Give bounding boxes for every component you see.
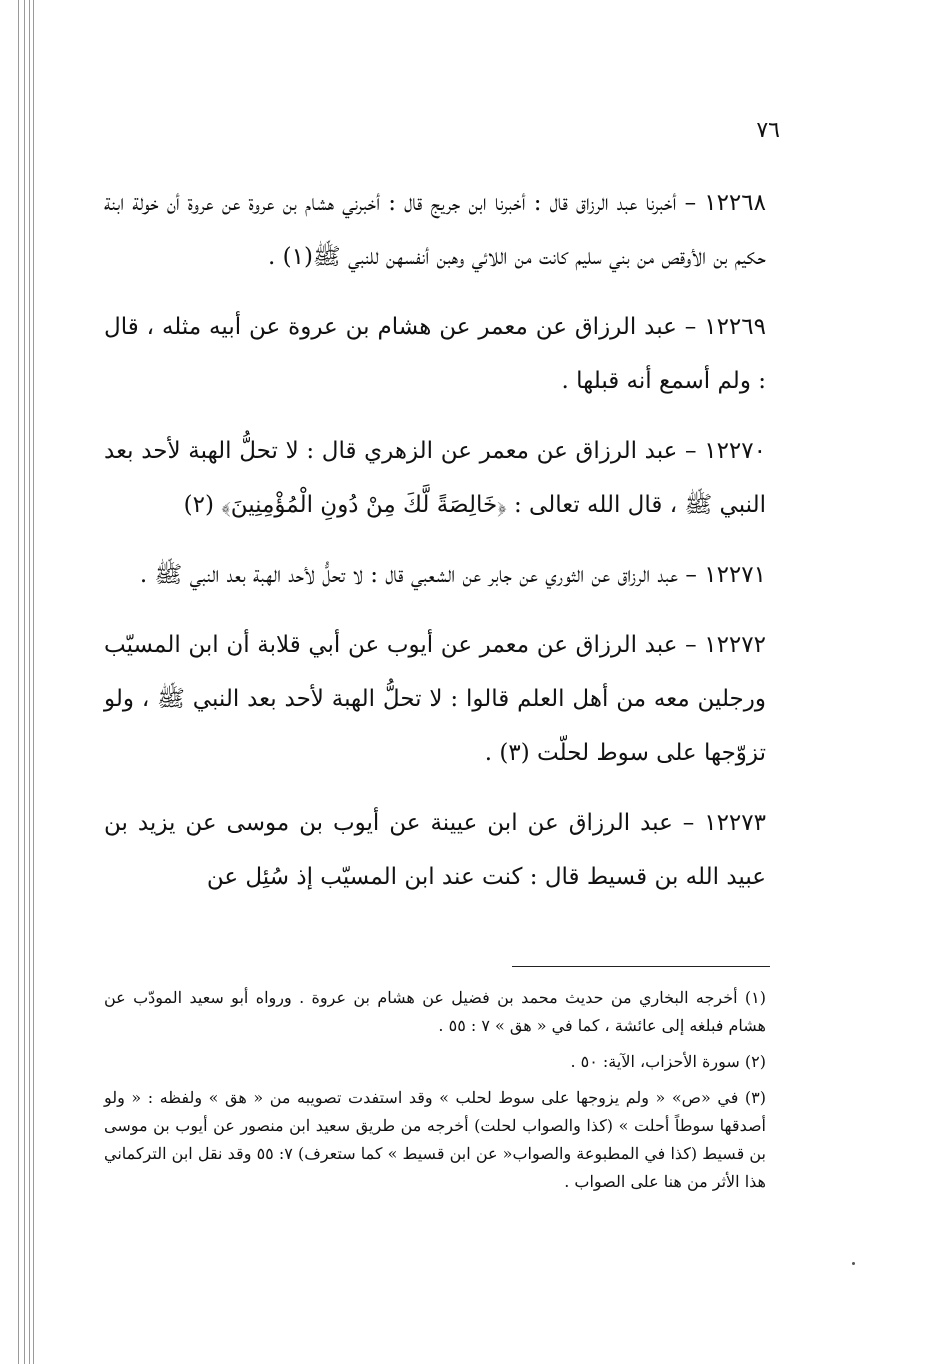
binding-line: [33, 0, 34, 1364]
footnotes: [104, 984, 766, 1204]
hadith-12272: ١٢٢٧٢ – عبد الرزاق عن معمر عن أيوب عن أبي قلابة أن ابن المسيّب ورجلين معه من أهل العلم قالوا : لا تحلُّ الهبة لأحد بعد النبي ﷺ ، ولو تزوّجها على سوط لحلّت (٣) .: [104, 632, 766, 766]
binding-line: [29, 0, 30, 1364]
page-number: ٧٦: [756, 118, 780, 143]
page-mark: [852, 1262, 855, 1265]
footnote-2: (٢) سورة الأحزاب، الآية: ٥٠ .: [570, 1052, 766, 1071]
hadith-12269: ١٢٢٦٩ – عبد الرزاق عن معمر عن هشام بن عروة عن أبيه مثله ، قال : ولم أسمع أنه قبلها .: [104, 314, 766, 394]
hadith-12271: ١٢٢٧١ – عبد الرزاق عن الثوري عن جابر عن الشعبي قال : لا تحلُّ لأحد الهبة بعد النبي ﷺ .: [139, 562, 766, 588]
main-text: [104, 176, 766, 920]
hadith-12270: ١٢٢٧٠ – عبد الرزاق عن معمر عن الزهري قال : لا تحلُّ الهبة لأحد بعد النبي ﷺ ، قال الله تعالى : ﴿خَالِصَةً لَّكَ مِنْ دُونِ الْمُؤْمِنِينَ﴾ (٢): [104, 438, 766, 518]
hadith-12273: ١٢٢٧٣ – عبد الرزاق عن ابن عيينة عن أيوب بن موسى عن يزيد بن عبيد الله بن قسيط قال : كنت عند ابن المسيّب إذ سُئِل عن: [104, 810, 766, 890]
footnote-3: (٣) في «ص» « ولم يزوجها على سوط لحلب » وقد استفدت تصويبه من « هق » ولفظه : « ولو أصدقها سوطاً أحلت » (كذا والصواب لحلت) أخرجه من طريق سعيد ابن منصور عن أيوب بن موسى بن قسيط (كذا في المطبوعة والصواب« عن ابن قسيط » كما ستعرف) ٧: ٥٥ وقد نقل ابن التركماني هذا الأثر من هنا على الصواب .: [104, 1088, 766, 1191]
footnote-separator: [512, 966, 770, 967]
binding-line: [24, 0, 25, 1364]
hadith-12268: ١٢٢٦٨ – أخبرنا عبد الرزاق قال : أخبرنا ابن جريج قال : أخبرني هشام بن عروة عن عروة أن خولة ابنة حكيم بن الأوقص من بني سليم كانت من اللائي وهبن أنفسهن للنبي ﷺ(١) .: [104, 190, 766, 270]
footnote-1: (١) أخرجه البخاري من حديث محمد بن فضيل عن هشام بن عروة . ورواه أبو سعيد المودّب عن هشام فبلغه إلى عائشة ، كما في « هق » ٧ : ٥٥ .: [104, 988, 766, 1035]
binding-line: [18, 0, 19, 1364]
